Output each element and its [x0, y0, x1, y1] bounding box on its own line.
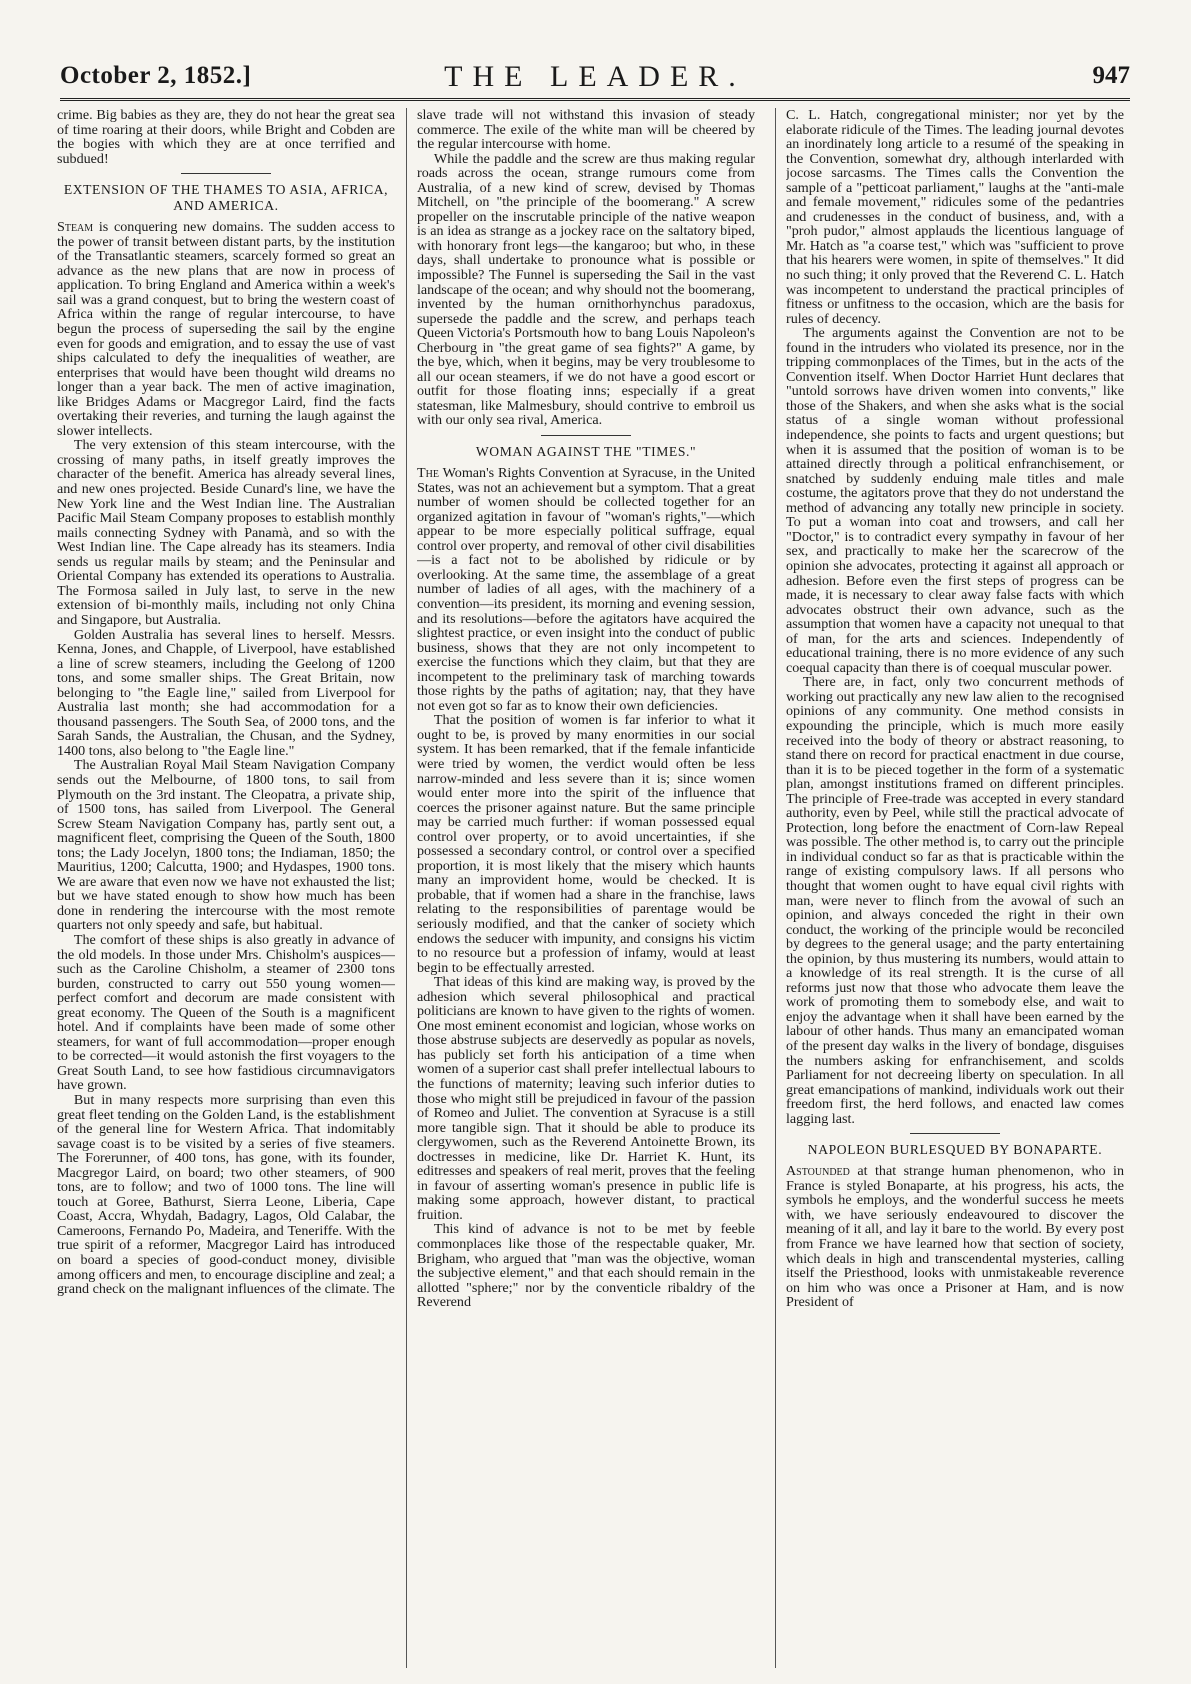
- paragraph: The comfort of these ships is also greatly in advance of the old models. In those under Mrs. Chisholm's auspices—such as the Caroline Chisholm, a steamer of 2300 tons burden, constructed to carry out 550 young women—perfect comfort and decorum are made consistent with great economy. The Queen of the South is a magnificent hotel. And if complaints have been made of some other steamers, for want of full accommodation—proper enough to be corrected—it would astonish the first voyagers to the Great South Land, to see how fastidious circumnavigators have grown.: [57, 931, 395, 1094]
- paragraph: The very extension of this steam intercourse, with the crossing of many paths, in itself greatly improves the character of the benefit. America has already several lines, and new ones projected. Beside Cunard's line, we have the New York line and the West Indian line. The Australian Pacific Mail Steam Company proposes to establish monthly mails connecting Sydney with Panamà, and so with the West Indian line. The Cape already has its steamers. India sends us regular mails by steam; and the Peninsular and Oriental Company has extended its operations to Australia. The Formosa sailed in July last, to serve in the new extension of bi-monthly mails, including not only China and Singapore, but Australia.: [57, 437, 395, 628]
- lead-word: Astounded: [786, 1163, 850, 1180]
- column-3: [786, 108, 1124, 1668]
- column-2: [417, 108, 755, 1668]
- paragraph: The Australian Royal Mail Steam Navigation Company sends out the Melbourne, of 1800 tons, to sail from Plymouth on the 3rd instant. The Cleopatra, a private ship, of 1500 tons, has sailed from Liverpool. The General Screw Steam Navigation Company has, partly sent out, a magnificent fleet, comprising the Queen of the South, 1800 tons; the Lady Jocelyn, 1800 tons; the Indiaman, 1850; the Mauritius, 1200; Calcutta, 1900; and Hydaspes, 1900 tons. We are aware that even now we have not exhausted the list; but we have stated enough to show how much has been done in rendering the intercourse with the most remote quarters not only speedy and safe, but habitual.: [57, 757, 395, 934]
- article-heading-woman: WOMAN AGAINST THE "TIMES.": [475, 444, 697, 460]
- page-number: 947: [1092, 62, 1130, 89]
- paragraph: Steam is conquering new domains. The sudden access to the power of transit between distant parts, by the institution of the Transatlantic steamers, scarcely formed so great an advance as the new plans that are now in process of application. To bring England and America within a week's sail was a grand conquest, but to bring the western coast of Africa within the range of regular intercourse, to have begun the process of superseding the sail by the engine even for goods and emigration, and to essay the use of vast ships calculated to defy the inequalities of weather, are enterprises that would have been thought wild dreams no longer than a year back. The men of active imagination, like Bridges Adams or Macgregor Laird, find the facts overtaking their reveries, and turning the laugh against the slower intellects.: [57, 219, 395, 439]
- article-heading-thames: EXTENSION OF THE THAMES TO ASIA, AFRICA, AND AMERICA.: [63, 182, 389, 214]
- section-separator: [910, 1133, 1000, 1134]
- paragraph: Golden Australia has several lines to herself. Messrs. Kenna, Jones, and Chapple, of Liverpool, have established a line of screw steamers, including the Geelong of 1200 tons, and some smaller ships. The Great Britain, now belonging to "the Eagle line," sailed from Liverpool for Australia last month; she had accommodation for a thousand passengers. The South Sea, of 2000 tons, and the Sarah Sands, the Australian, the Chusan, and the Sydney, 1400 tons, also belong to "the Eagle line.": [57, 626, 395, 759]
- section-separator: [181, 173, 271, 174]
- paragraph: The arguments against the Convention are not to be found in the intruders who violated its presence, nor in the tripping commonplaces of the Times, but in the acts of the Convention itself. When Doctor Harriet Hunt declares that "untold sorrows have driven women into convents," like those of the Shakers, and when she asks what is the social status of a single woman without professional independence, she points to facts and urgent questions; but when it is assumed that the position of woman is to be attained directly through a political enfranchisement, or snatched by suddenly enduing male titles and male costume, the agitators prove that they do not understand the method of advancing any totally new principle in society. To put a woman into coat and trowsers, and call her "Doctor," is to contradict every sympathy in favour of her sex, and practically to make her the scarecrow of the opinion she advocates, protecting it against all approach or adhesion. Before even the first steps of progress can be made, it is necessary to clear away false facts with which advocates obstruct their own advance, such as the assumption that women have a capacity not unequal to that of man, for the arts and sciences. Independently of educational training, there is no more evidence of any such coequal capacity than there is of coequal muscular power.: [786, 325, 1124, 676]
- paragraph: But in many respects more surprising than even this great fleet tending on the Golden Land, is the establishment of the general line for Western Africa. That indomitably savage coast is to be visited by a series of five steamers. The Forerunner, of 400 tons, has gone, with its founder, Macgregor Laird, on board; two other steamers, of 900 tons, are to follow; and two of 1000 tons. The line will touch at Goree, Bathurst, Sierra Leone, Liberia, Cape Coast, Accra, Whydah, Badagry, Lagos, Old Calabar, the Cameroons, Fernando Po, Madeira, and Teneriffe. With the true spirit of a reformer, Macgregor Laird has introduced on board a species of good-conduct money, divisible among officers and men, to encourage discipline and zeal; a grand check on the malignant influences of the climate. The: [57, 1092, 395, 1298]
- paragraph: There are, in fact, only two concurrent methods of working out practically any new law alien to the recognised opinions of any community. One method consists in expounding the principle, which is much more easily received into the body of theory or abstract reasoning, to stand there on record for practical enactment in due course, than it is to be pieced together in the form of a systematic plan, amongst institutions framed on different principles. The principle of Free-trade was accepted in every standard authority, even by Peel, while still the practical advocate of Protection, long before the enactment of Corn-law Repeal was possible. The other method is, to carry out the principle in individual conduct so far as that is practicable within the range of existing compulsory laws. If all persons who thought that women ought to have equal civil rights with man, were never to flinch from the avowal of such an opinion, and always conceded the right in their own conduct, the working of the principle would be reconciled by degrees to the general usage; and the party entertaining the opinion, by thus mustering its numbers, would attain to a knowledge of its real strength. It is the curse of all reforms just now that those who advocate them leave the work of promoting them to somebody else, and wait to enjoy the advantage when it shall have been earned by the labour of other hands. Thus many an emancipated woman of the present day walks in the livery of bondage, disguises the numbers asking for enfranchisement, and scolds Parliament for not decreeing liberty on speculation. In all great emancipations of mankind, individuals work out their freedom first, the herd follows, and enacted law comes lagging last.: [786, 674, 1124, 1127]
- issue-date: October 2, 1852.]: [60, 62, 252, 89]
- paragraph: While the paddle and the screw are thus making regular roads across the ocean, strange rumours come from Australia, of a new kind of screw, devised by Thomas Mitchell, on "the principle of the boomerang." A screw propeller on the inscrutable principle of the native weapon is an idea as strange as a jockey race on the saltatory biped, with honorary front legs—the kangaroo; but who, in these days, shall undertake to pronounce what is possible or impossible? The Funnel is superseding the Sail in the vast landscape of the ocean; and why should not the boomerang, invented by the human ornithorhynchus paradoxus, supersede the paddle and the screw, and perhaps teach Queen Victoria's Portsmouth how to bang Louis Napoleon's Cherbourg in "the great game of sea fights?" A game, by the bye, which, when it begins, may be very troublesome to all our ocean steamers, if we do not have a good escort or outfit for those floating inns; especially if a great statesman, like Malmesbury, should contrive to embroil us with our only sea rival, America.: [417, 150, 755, 429]
- paragraph: Astounded at that strange human phenomenon, who in France is styled Bonaparte, at his progress, his acts, the symbols he employs, and the wonderful success he meets with, we have seriously endeavoured to discover the meaning of it all, and lay it bare to the world. By every post from France we have learned how that section of society, which deals in high and transcendental mysteries, calling itself the Priesthood, looks with unmistakeable reverence on him who was once a Prisoner at Ham, and is now President of: [786, 1163, 1124, 1311]
- column-divider: [775, 108, 776, 1668]
- paragraph: That the position of women is far inferior to what it ought to be, is proved by many enormities in our social system. It has been remarked, that if the female infanticide were tried by women, the verdict would often be less narrow-minded and less severe than it is; since women would enter more into the spirit of the influence that coerces the prisoner against nature. But the same principle may be carried much further: if woman possessed equal control over property, or to avoid uncertainties, if she possessed a secondary control, or control over a specified proportion, it is most likely that the misery which haunts many an improvident home, would be checked. It is probable, that if women had a share in the franchise, laws relating to the responsibilities of parentage would be seriously modified, and that the canker of society which endows the seducer with impunity, and consigns his victim to no resource but a profession of infamy, would at least begin to be effectually arrested.: [417, 712, 755, 976]
- masthead: [60, 58, 1130, 101]
- paragraph: C. L. Hatch, congregational minister; nor yet by the elaborate ridicule of the Times. The leading journal devotes an inordinately long article to a resumé of the speaking in the Convention, somewhat dry, although interlarded with jocose sarcasms. The Times calls the Convention the sample of a "petticoat parliament," laughs at the "anti-male and female movement," ridicules some of the pedantries and crudenesses in the conduct of business, and, with a "proh pudor," almost applauds the licentious language of Mr. Hatch as "a coarse test," which was "sufficient to prove that his hearers were women, in spite of themselves." It did no such thing; it only proved that the Reverend C. L. Hatch was incompetent to understand the practical principles of fitness or unfitness to the occasion, which are the basis for rules of decency.: [786, 108, 1124, 327]
- paragraph: The Woman's Rights Convention at Syracuse, in the United States, was not an achievement but a symptom. That a great number of women should be collected together for an organized agitation in favour of "woman's rights,"—which appear to be more especially political suffrage, equal control over property, and removal of other civil disabilities—is a fact not to be abolished by ridicule or by overlooking. At the same time, the assemblage of a great number of ladies of all ages, with the machinery of a convention—its president, its morning and evening session, and its resolutions—before the agitators have acquired the slightest practice, or even insight into the conduct of public business, shows that they are not only incompetent to exercise the functions which they claim, but that they are incompetent to the preliminary task of marching towards those rights by the paths of agitation; nay, that they have not even got so far as to know their own deficiencies.: [417, 465, 755, 714]
- newspaper-title: THE LEADER.: [444, 60, 746, 93]
- lead-word: Steam: [57, 219, 94, 236]
- article-heading-napoleon: NAPOLEON BURLESQUED BY BONAPARTE.: [807, 1142, 1103, 1158]
- section-separator: [541, 435, 631, 436]
- paragraph: crime. Big babies as they are, they do not hear the great sea of time roaring at their doors, while Bright and Cobden are the bogies with which they are at once terrified and subdued!: [57, 108, 395, 167]
- paragraph: This kind of advance is not to be met by feeble commonplaces like those of the respectable quaker, Mr. Brigham, who argued that "man was the objective, woman the subjective element," and that each should remain in the allotted "sphere;" nor by the conventicle ribaldry of the Reverend: [417, 1221, 755, 1311]
- paragraph: That ideas of this kind are making way, is proved by the adhesion which several philosophical and practical politicians are known to have given to the rights of women. One most eminent economist and logician, whose works on those abstruse subjects are deservedly as popular as novels, has publicly set forth his anticipation of a time when women of a superior cast shall prefer intellectual labours to the functions of maternity; leaving such inferior duties to those who might still be prejudiced in favour of the passion of Romeo and Juliet. The convention at Syracuse is a still more tangible sign. That it should be able to produce its clergywomen, such as the Reverend Antoinette Brown, its doctresses in medicine, like Dr. Harriet K. Hunt, its editresses and speakers of real merit, proves that the feeling in favour of asserting woman's presence in public life is making some approach, however distant, to practical fruition.: [417, 974, 755, 1223]
- column-1: [57, 108, 395, 1668]
- column-divider: [406, 108, 407, 1668]
- lead-word: The: [417, 465, 439, 482]
- paragraph: slave trade will not withstand this invasion of steady commerce. The exile of the white man will be cheered by the regular intercourse with home.: [417, 108, 755, 153]
